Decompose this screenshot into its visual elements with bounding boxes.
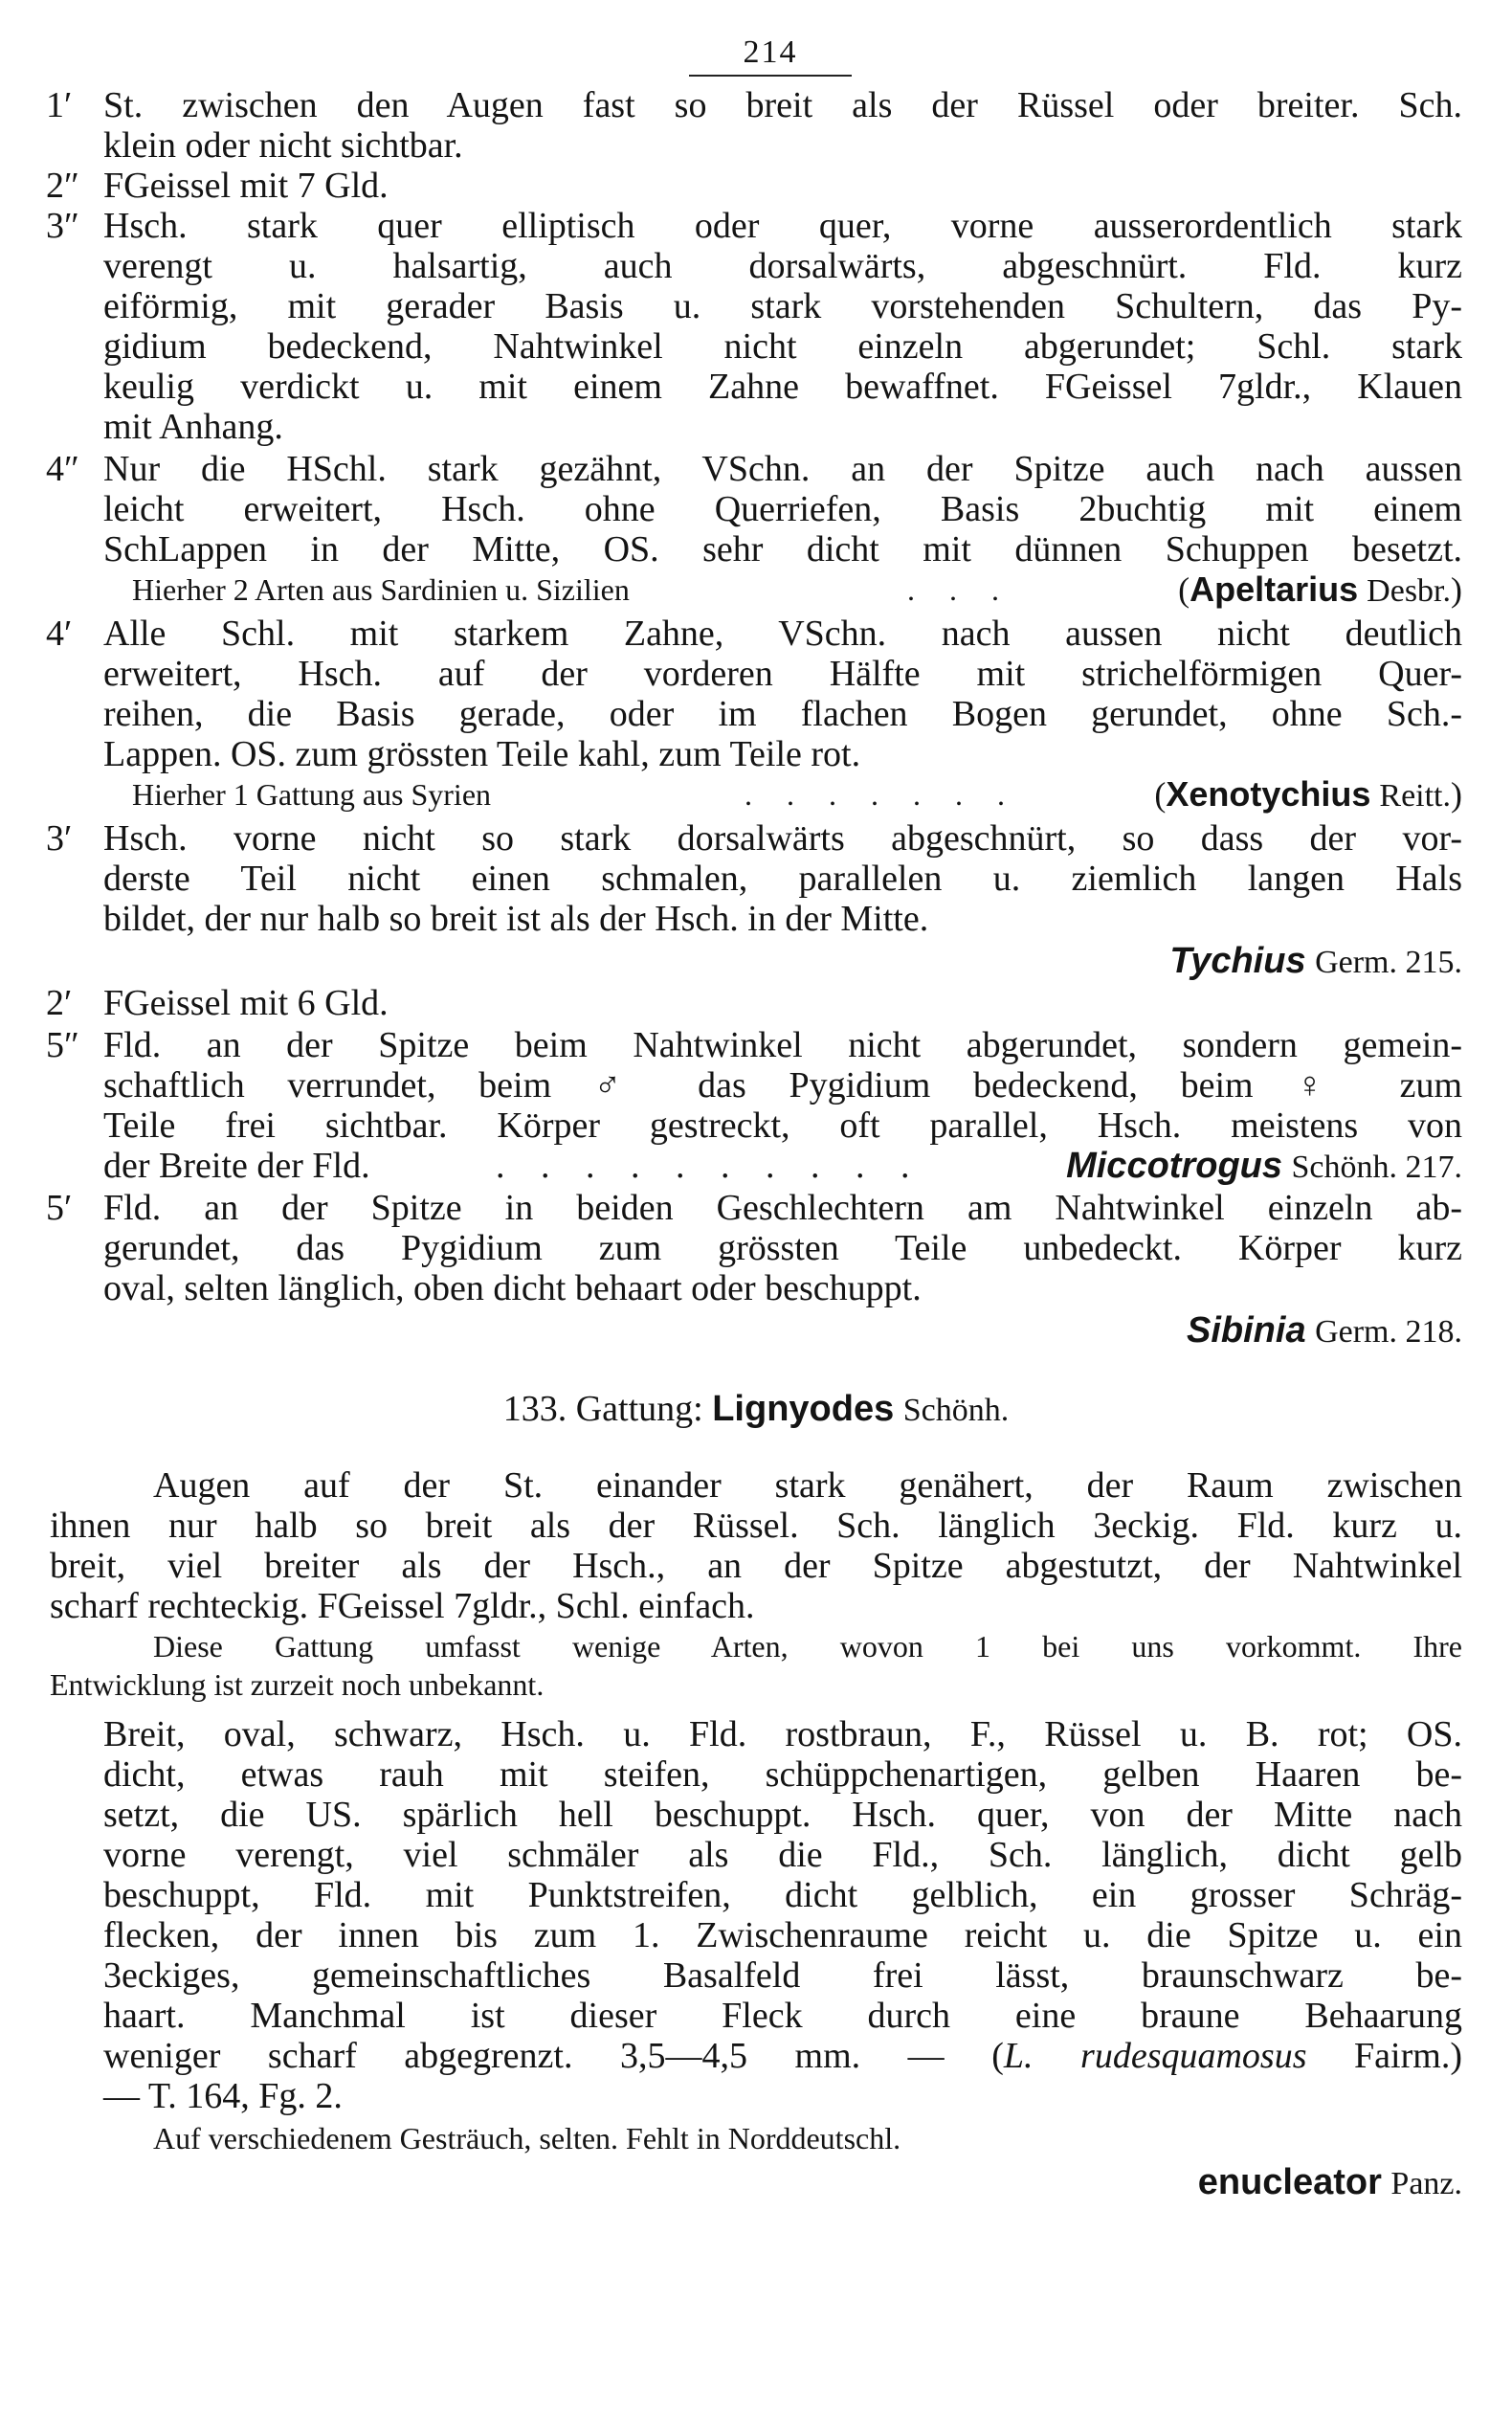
key-text: Fld. an der Spitze in beiden Geschlechtern am Nahtwinkel einzeln ab-: [103, 1188, 1462, 1228]
key-label: 2″: [46, 166, 79, 206]
key-result-line: [103, 940, 1462, 984]
key-text: bildet, der nur halb so breit ist als der Hsch. in der Mitte.: [103, 899, 929, 939]
genus-author: Schönh. 217.: [1291, 1150, 1462, 1185]
key-label: 2′: [46, 983, 73, 1023]
dot-leader: . . . . . . . . . .: [496, 1146, 923, 1186]
figure-reference: — T. 164, Fg. 2.: [103, 2076, 343, 2116]
section-author: Schönh.: [902, 1393, 1010, 1428]
key-label: 1′: [46, 85, 73, 125]
section-heading: [0, 1388, 1512, 1432]
key-text: Teile frei sichtbar. Körper gestreckt, oft parallel, Hsch. meistens von: [103, 1105, 1462, 1146]
key-label: 5′: [46, 1188, 73, 1228]
key-text: mit Anhang.: [103, 407, 283, 447]
key-text: St. zwischen den Augen fast so breit als der Rüssel oder breiter. Sch.: [103, 85, 1462, 125]
key-text: Hsch. stark quer elliptisch oder quer, vorne ausserordentlich stark: [103, 206, 1462, 246]
key-text: derste Teil nicht einen schmalen, parallelen u. ziemlich langen Hals: [103, 859, 1462, 899]
key-text: gerundet, das Pygidium zum grössten Teile unbedeckt. Körper kurz: [103, 1228, 1462, 1268]
key-text: eiförmig, mit gerader Basis u. stark vorstehenden Schultern, das Py-: [103, 286, 1462, 326]
key-text: klein oder nicht sichtbar.: [103, 125, 463, 166]
page: 214 1′ St. zwischen den Augen fast so breit als der Rüssel oder breiter. Sch. klein oder nicht sichtbar. 2″ FGeissel mit 7 Gld. 3″ Hsch. stark quer elliptisch oder quer, vorne ausserordentlich stark verengt u. halsartig, auch dorsalwärts, abgeschnürt. Fld. kurz eiförmig, mit gerader Basis u. stark vorstehenden Schultern, das Py- gidium bedeckend, Nahtwinkel nicht einzeln abgerundet; Schl. stark keulig verdickt u. mit einem Zahne bewaffnet. FGeissel 7gldr., Klauen mit Anhang. 4″ Nur die HSchl. stark gezähnt, VSchn. an der Spitze auch nach aussen leicht erweitert, Hsch. ohne Querriefen, Basis 2buchtig mit einem SchLappen in der Mitte, OS. sehr dicht mit dünnen Schuppen besetzt. Hierher 2 Arten aus Sardinien u. Sizilien . . . (Apeltarius Desbr.) 4′ Alle Schl. mit starkem Zahne, VSchn. nach aussen nicht deutlich erweitert, Hsch. auf der vorderen Hälfte mit strichelförmigen Quer- reihen, die Basis gerade, oder im flachen Bogen gerundet, ohne Sch.- Lappen. OS. zum grössten Teile kahl, zum Teile rot. Hierher 1 Gattung aus Syrien . . . . . . . (Xenotychius Reitt.) 3′ Hsch. vorne nicht so stark dorsalwärts abgeschnürt, so dass der vor- derste Teil nicht einen schmalen, parallelen u. ziemlich langen Hals bildet, der nur halb so breit ist als der Hsch. in der Mitte. Tychius Germ. 215. 2′ FGeissel mit 6 Gld. 5″ Fld. an der Spitze beim Nahtwinkel nicht abgerundet, sondern gemein- schaftlich verrundet, beim ♂ das Pygidium bedeckend, beim ♀ zum Teile frei sichtbar. Körper gestreckt, oft parallel, Hsch. meistens von der Breite der Fld. . . . . . . . . . . Miccotrogus Schönh. 217. 5′ Fld. an der Spitze in beiden Geschlechtern am Nahtwinkel einzeln ab- gerundet, das Pygidium zum grössten Teile unbedeckt. Körper kurz oval, selten länglich, oben dicht behaart oder beschuppt. Sibinia Germ. 218. 133. Gattung: Lignyodes Schönh. Augen auf der St. einander stark genähert, der Raum zwischen ihnen nur halb so breit als der Rüssel. Sch. länglich 3eckig. Fld. kurz u. breit, viel breiter als der Hsch., an der Spitze abgestutzt, der Nahtwinkel scharf rechteckig. FGeissel 7gldr., Schl. einfach. Diese Gattung umfasst wenige Arten, wovon 1 bei uns vorkommt. Ihre Entwicklung ist zurzeit noch unbekannt. Breit, oval, schwarz, Hsch. u. Fld. rostbraun, F., Rüssel u. B. rot; OS. dicht, etwas rauh mit steifen, schüppchenartigen, gelben Haaren be- setzt, die US. spärlich hell beschuppt. Hsch. quer, von der Mitte nach vorne verengt, viel schmäler als die Fld., Sch. länglich, dicht gelb beschuppt, Fld. mit Punktstreifen, dicht gelblich, ein grosser Schräg- flecken, der innen bis zum 1. Zwischenraume reicht u. die Spitze u. ein 3eckiges, gemeinschaftliches Basalfeld frei lässt, braunschwarz be- haart. Manchmal ist dieser Fleck durch eine braune Behaarung weniger scharf abgegrenzt. 3,5—4,5 mm. — (L. rudesquamosus Fairm.) — T. 164, Fg. 2. Auf verschiedenem Gesträuch, selten. Fehlt in Norddeutschl. enucleator Panz.: [0, 0, 1512, 2434]
key-text: Fld. an der Spitze beim Nahtwinkel nicht abgerundet, sondern gemein-: [103, 1025, 1462, 1065]
key-label: 4′: [46, 614, 73, 654]
key-text: SchLappen in der Mitte, OS. sehr dicht mit dünnen Schuppen besetzt.: [103, 529, 1462, 569]
genus-name: Apeltarius: [1190, 569, 1359, 609]
key-text: Lappen. OS. zum grössten Teile kahl, zum Teile rot.: [103, 734, 861, 774]
synonym: L. rudesquamosus: [1003, 2036, 1307, 2076]
key-text: Hsch. vorne nicht so stark dorsalwärts abgeschnürt, so dass der vor-: [103, 818, 1462, 859]
key-text: oval, selten länglich, oben dicht behaart oder beschuppt.: [103, 1268, 922, 1308]
key-label: 4″: [46, 449, 79, 489]
species-author: Panz.: [1390, 2166, 1462, 2201]
key-text: Alle Schl. mit starkem Zahne, VSchn. nach aussen nicht deutlich: [103, 614, 1462, 654]
genus-author: Reitt.: [1379, 778, 1451, 814]
key-text: Nur die HSchl. stark gezähnt, VSchn. an der Spitze auch nach aussen: [103, 449, 1462, 489]
key-label: 5″: [46, 1025, 79, 1065]
genus-name: Xenotychius: [1166, 774, 1371, 814]
genus-name: Tychius: [1169, 941, 1306, 981]
key-text: leicht erweitert, Hsch. ohne Querriefen, Basis 2buchtig mit einem: [103, 489, 1462, 529]
genus-author: Germ. 215.: [1315, 945, 1462, 980]
key-text: erweitert, Hsch. auf der vorderen Hälfte mit strichelförmigen Quer-: [103, 654, 1462, 694]
genus-author: Germ. 218.: [1315, 1314, 1462, 1350]
page-number: 214: [689, 34, 852, 77]
key-text: keulig verdickt u. mit einem Zahne bewaffnet. FGeissel 7gldr., Klauen: [103, 367, 1462, 407]
species-name-line: [103, 2161, 1462, 2205]
key-note: Hierher 1 Gattung aus Syrien: [132, 777, 492, 812]
section-prefix: 133. Gattung:: [502, 1389, 703, 1429]
key-note: Hierher 2 Arten aus Sardinien u. Sizilien: [132, 572, 630, 607]
key-text: gidium bedeckend, Nahtwinkel nicht einzeln abgerundet; Schl. stark: [103, 326, 1462, 367]
key-text: der Breite der Fld.: [103, 1146, 370, 1186]
genus-name: Sibinia: [1187, 1310, 1306, 1351]
key-text: verengt u. halsartig, auch dorsalwärts, abgeschnürt. Fld. kurz: [103, 246, 1462, 286]
key-text: FGeissel mit 7 Gld.: [103, 166, 389, 206]
genus-name: Miccotrogus: [1066, 1146, 1282, 1186]
dot-leader: . . .: [907, 572, 1012, 607]
key-result-line: [103, 1309, 1462, 1353]
dot-leader: . . . . . . .: [745, 777, 1018, 812]
key-label: 3′: [46, 818, 73, 859]
key-label: 3″: [46, 206, 79, 246]
key-text: schaftlich verrundet, beim ♂ das Pygidium bedeckend, beim ♀ zum: [103, 1065, 1462, 1105]
key-text: reihen, die Basis gerade, oder im flachen Bogen gerundet, ohne Sch.-: [103, 694, 1462, 734]
habitat-note: Auf verschiedenem Gesträuch, selten. Fehlt in Norddeutschl.: [153, 2121, 901, 2155]
key-text: FGeissel mit 6 Gld.: [103, 983, 389, 1023]
section-genus: Lignyodes: [712, 1389, 895, 1429]
species-name: enucleator: [1197, 2162, 1382, 2202]
genus-author: Desbr.: [1367, 573, 1451, 609]
